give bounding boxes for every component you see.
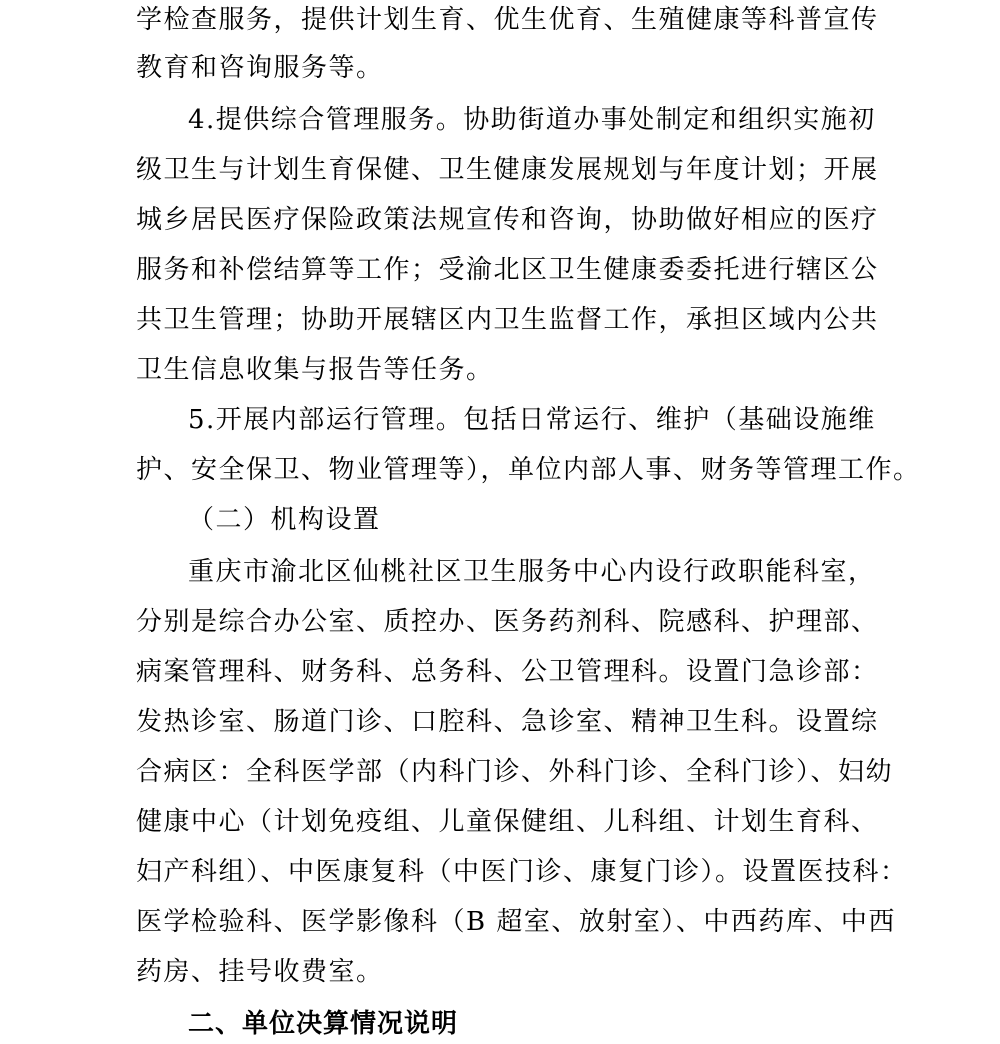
text-line: [0, 652, 1000, 692]
line-text: 教育和咨询服务等。: [136, 53, 384, 83]
text-line: [0, 300, 1000, 340]
line-text: 5.开展内部运行管理。包括日常运行、维护（基础设施维: [188, 405, 876, 435]
text-line: [0, 802, 1000, 842]
section-heading: [0, 1004, 1000, 1044]
line-text: 发热诊室、肠道门诊、口腔科、急诊室、精神卫生科。设置综: [136, 707, 879, 737]
text-line: [0, 0, 1000, 40]
text-line: [0, 400, 1000, 440]
line-text: 共卫生管理；协助开展辖区内卫生监督工作，承担区域内公共: [136, 305, 879, 335]
text-line: [0, 902, 1000, 942]
text-line: [0, 100, 1000, 140]
text-line: [0, 852, 1000, 892]
line-text: 分别是综合办公室、质控办、医务药剂科、院感科、护理部、: [136, 607, 879, 637]
line-text: 卫生信息收集与报告等任务。: [136, 355, 494, 385]
section-subheading: [0, 500, 1000, 540]
text-line: [0, 952, 1000, 992]
line-text: 重庆市渝北区仙桃社区卫生服务中心内设行政职能科室，: [188, 557, 876, 587]
text-line: [0, 350, 1000, 390]
text-line: [0, 752, 1000, 792]
line-text: 合病区：全科医学部（内科门诊、外科门诊、全科门诊）、妇幼: [136, 757, 894, 787]
text-line: [0, 702, 1000, 742]
text-line: [0, 48, 1000, 88]
line-text: 级卫生与计划生育保健、卫生健康发展规划与年度计划；开展: [136, 155, 879, 185]
text-line: [0, 250, 1000, 290]
line-text: 健康中心（计划免疫组、儿童保健组、儿科组、计划生育科、: [136, 807, 879, 837]
text-line: [0, 450, 1000, 490]
text-line: [0, 602, 1000, 642]
line-text: 护、安全保卫、物业管理等），单位内部人事、财务等管理工作。: [136, 455, 921, 485]
line-text: 医学检验科、医学影像科（B 超室、放射室）、中西药库、中西: [136, 907, 896, 937]
line-text: 学检查服务，提供计划生育、优生优育、生殖健康等科普宣传: [136, 5, 879, 35]
heading-text: 二、单位决算情况说明: [188, 1009, 459, 1039]
line-text: 4.提供综合管理服务。协助街道办事处制定和组织实施初: [188, 105, 876, 135]
line-text: 服务和补偿结算等工作；受渝北区卫生健康委委托进行辖区公: [136, 255, 879, 285]
text-line: [0, 552, 1000, 592]
text-line: [0, 150, 1000, 190]
line-text: 妇产科组）、中医康复科（中医门诊、康复门诊）。设置医技科：: [136, 857, 908, 887]
line-text: 药房、挂号收费室。: [136, 957, 384, 987]
subheading-text: （二）机构设置: [188, 505, 381, 535]
text-line: [0, 200, 1000, 240]
line-text: 城乡居民医疗保险政策法规宣传和咨询，协助做好相应的医疗: [136, 205, 879, 235]
line-text: 病案管理科、财务科、总务科、公卫管理科。设置门急诊部：: [136, 657, 879, 687]
